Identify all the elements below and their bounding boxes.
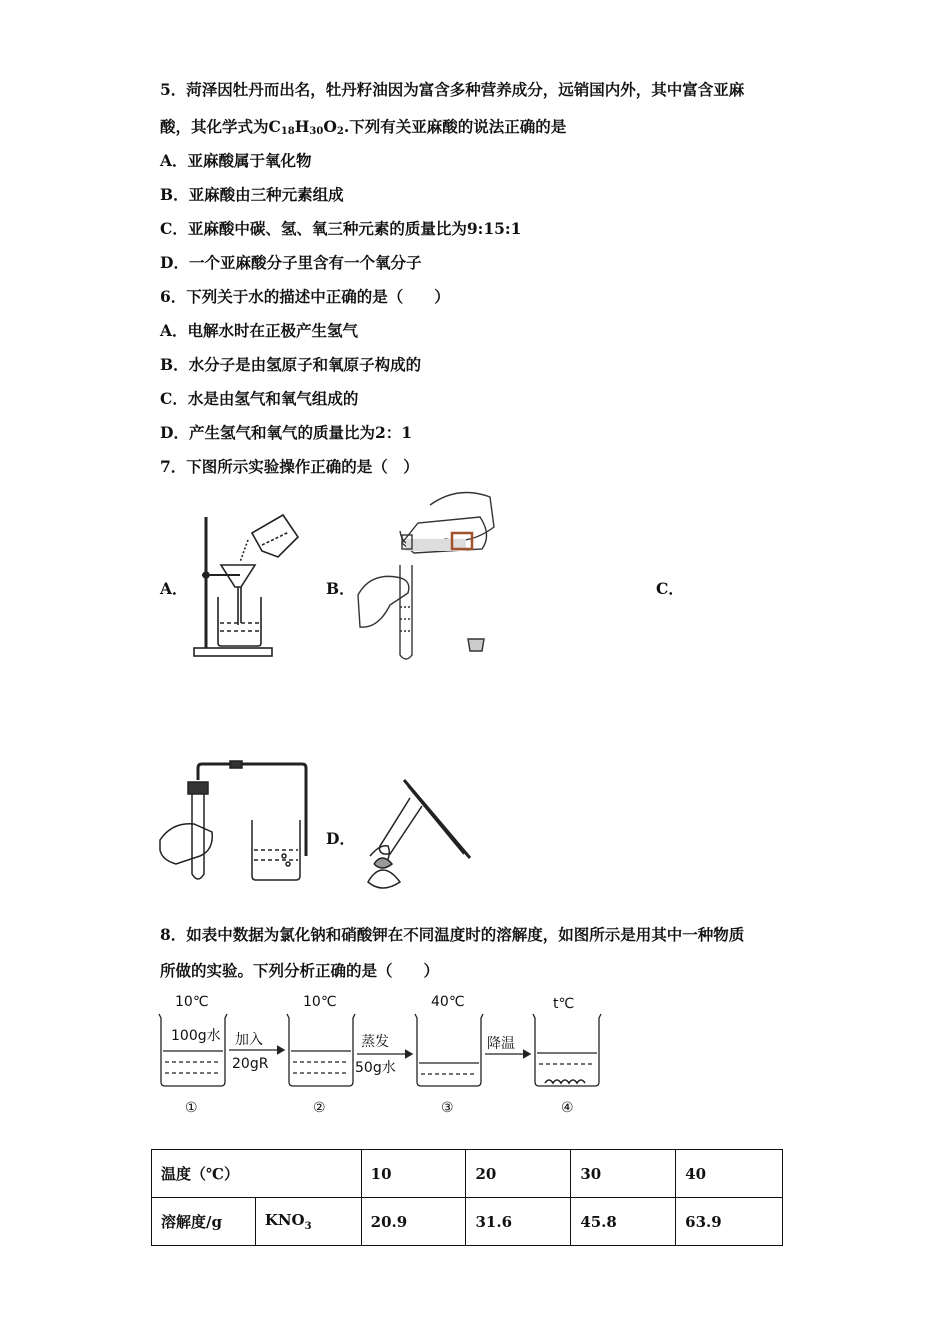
table-header-temperature: 温度（℃）: [152, 1150, 362, 1198]
q7-label-b: B．: [326, 579, 355, 598]
table-cell: 20: [466, 1150, 571, 1198]
table-cell: 30: [571, 1150, 676, 1198]
q5-stem-line2: [160, 115, 566, 137]
temp-label-3: 40℃: [431, 994, 465, 1010]
beaker-1-water-label: 100g水: [171, 1028, 221, 1044]
gas-check-figure: [158, 760, 308, 885]
step1-bottom-label: 20gR: [232, 1056, 269, 1072]
q5-stem-pre: 酸，其化学式为C: [160, 117, 281, 136]
temp-label-2: 10℃: [303, 994, 337, 1010]
table-row: [152, 1150, 783, 1198]
beaker-number-4: ④: [561, 1100, 574, 1116]
q8-stem-line1: 8．如表中数据为氯化钠和硝酸钾在不同温度时的溶解度，如图所示是用其中一种物质: [160, 925, 745, 944]
formula-o-subscript: 2: [336, 126, 344, 137]
formula-h: H: [294, 117, 310, 136]
q6-stem: 6．下列关于水的描述中正确的是（ ）: [160, 287, 450, 306]
heating-figure: [352, 778, 477, 893]
q8-stem-line2: 所做的实验。下列分析正确的是（ ）: [160, 961, 440, 980]
table-header-solubility: 溶解度/g: [152, 1198, 256, 1246]
solubility-table: [151, 1149, 783, 1246]
substance-subscript: 3: [304, 1221, 312, 1232]
q5-option-c: C．亚麻酸中碳、氢、氧三种元素的质量比为9:15:1: [160, 219, 522, 238]
temp-label-1: 10℃: [175, 994, 209, 1010]
q6-option-d: D．产生氢气和氧气的质量比为2：1: [160, 423, 413, 442]
q6-option-c: C．水是由氢气和氧气组成的: [160, 389, 359, 408]
beaker-1: [159, 1014, 227, 1086]
beaker-3: [415, 1014, 483, 1086]
q5-stem-line1: 5．菏泽因牡丹而出名，牡丹籽油因为富含多种营养成分，远销国内外，其中富含亚麻: [160, 80, 745, 99]
step3-top-label: 降温: [487, 1036, 515, 1052]
table-substance-kno3: [255, 1198, 361, 1246]
pouring-figure: [350, 487, 500, 662]
filtration-figure: [188, 505, 303, 660]
q6-option-b: B．水分子是由氢原子和氧原子构成的: [160, 355, 422, 374]
beaker-4: [533, 1014, 601, 1086]
q5-stem-post: .下列有关亚麻酸的说法正确的是: [343, 117, 567, 136]
q7-stem: 7．下图所示实验操作正确的是（ ）: [160, 457, 419, 476]
substance-name: KNO: [264, 1211, 305, 1229]
table-cell: 20.9: [361, 1198, 466, 1246]
formula-o: O: [323, 117, 337, 136]
q7-label-c: C．: [656, 579, 684, 598]
table-cell: 40: [676, 1150, 783, 1198]
table-cell: 31.6: [466, 1198, 571, 1246]
beaker-experiment-diagram: [155, 988, 615, 1118]
table-row: [152, 1198, 783, 1246]
q5-option-b: B．亚麻酸由三种元素组成: [160, 185, 344, 204]
formula-c-subscript: 18: [280, 126, 295, 137]
q5-option-d: D．一个亚麻酸分子里含有一个氧分子: [160, 253, 422, 272]
table-cell: 10: [361, 1150, 466, 1198]
q5-option-a: A．亚麻酸属于氧化物: [160, 151, 312, 170]
step2-top-label: 蒸发: [361, 1034, 389, 1050]
table-cell: 45.8: [571, 1198, 676, 1246]
step2-bottom-label: 50g水: [355, 1060, 396, 1076]
beaker-number-3: ③: [441, 1100, 454, 1116]
q7-label-d: D．: [326, 829, 355, 848]
q7-label-a: A．: [160, 579, 188, 598]
beaker-2: [287, 1014, 355, 1086]
q6-option-a: A．电解水时在正极产生氢气: [160, 321, 359, 340]
beaker-number-1: ①: [185, 1100, 198, 1116]
table-cell: 63.9: [676, 1198, 783, 1246]
beaker-number-2: ②: [313, 1100, 326, 1116]
formula-h-subscript: 30: [309, 126, 324, 137]
temp-label-4: t℃: [553, 996, 575, 1012]
step1-top-label: 加入: [235, 1032, 263, 1048]
